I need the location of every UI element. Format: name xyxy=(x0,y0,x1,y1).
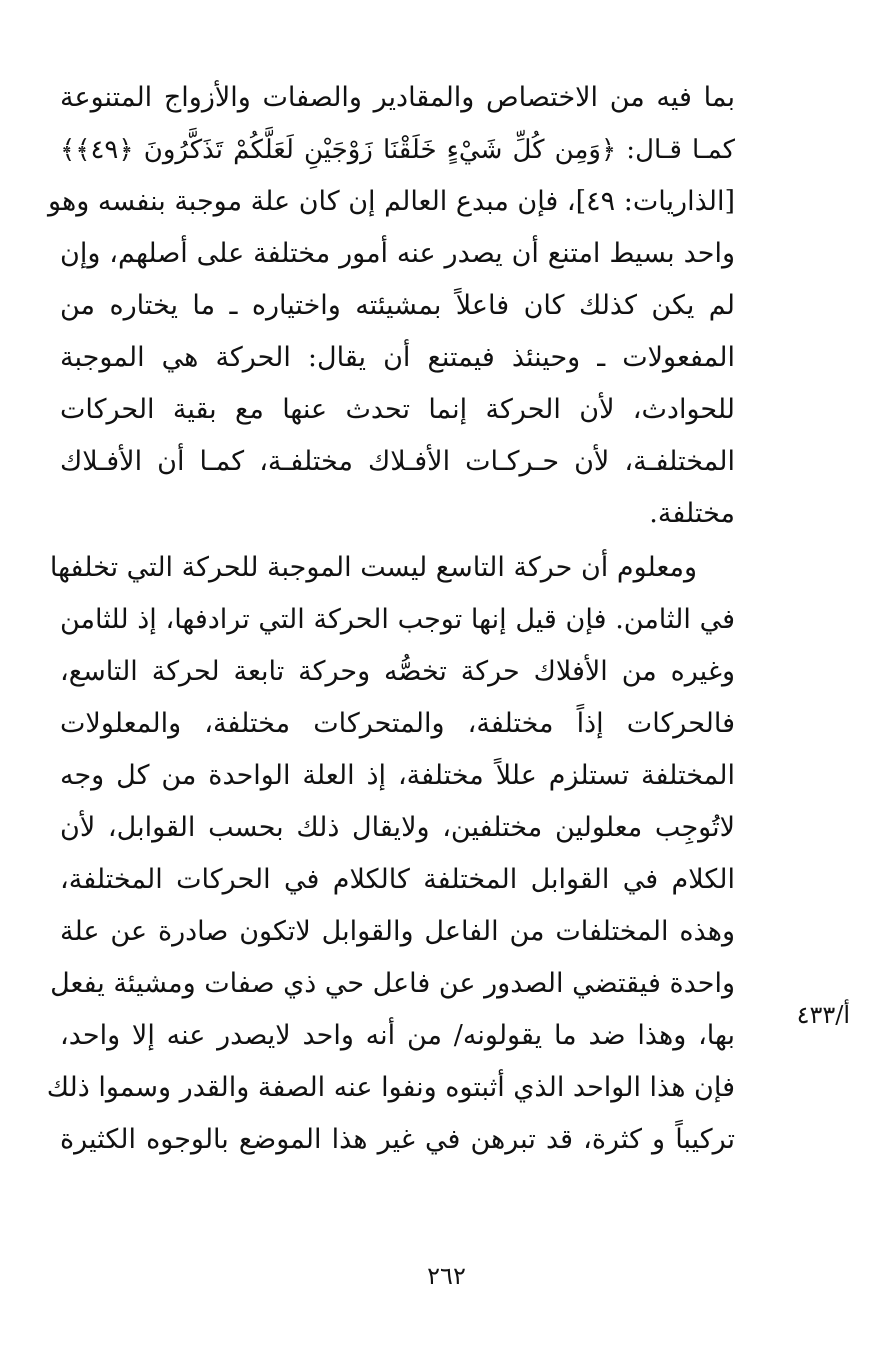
text-line: المختلفة تستلزم عللاً مختلفة، إذ العلة الواحدة من كل وجه xyxy=(60,760,735,791)
text-line: مختلفة. xyxy=(649,498,735,529)
text-line: وهذه المختلفات من الفاعل والقوابل لاتكون صادرة عن علة xyxy=(60,916,735,947)
page-number: ٢٦٢ xyxy=(427,1262,466,1290)
text-line: بما فيه من الاختصاص والمقادير والصفات والأزواج المتنوعة xyxy=(60,82,735,113)
text-line: لم يكن كذلك كان فاعلاً بمشيئته واختياره ـ ما يختاره من xyxy=(60,290,735,321)
paragraph-2 xyxy=(46,542,735,1166)
text-line: لاتُوجِب معلولين مختلفين، ولايقال ذلك بحسب القوابل، لأن xyxy=(60,812,735,843)
text-line: وغيره من الأفلاك حركة تخصُّه وحركة تابعة لحركة التاسع، xyxy=(60,656,735,687)
text-line: [الذاريات: ٤٩]، فإن مبدع العالم إن كان علة موجبة بنفسه وهو xyxy=(48,186,735,217)
text-line: فالحركات إذاً مختلفة، والمتحركات مختلفة، والمعلولات xyxy=(60,708,735,739)
text-line: في الثامن. فإن قيل إنها توجب الحركة التي ترادفها، إذ للثامن xyxy=(60,604,735,635)
text-line: فإن هذا الواحد الذي أثبتوه ونفوا عنه الصفة والقدر وسموا ذلك xyxy=(46,1072,735,1103)
text-line xyxy=(49,542,735,594)
text-line-quran-verse: كمـا قـال: ﴿وَمِن كُلِّ شَيْءٍ خَلَقْنَا زَوْجَيْنِ لَعَلَّكُمْ تَذَكَّرُونَ ﴿٤٩﴾﴾ xyxy=(60,135,735,165)
text-line: تركيباً و كثرة، قد تبرهن في غير هذا الموضع بالوجوه الكثيرة xyxy=(60,1124,735,1155)
text-line: بها، وهذا ضد ما يقولونه/ من أنه واحد لايصدر عنه إلا واحد، xyxy=(60,1020,735,1051)
manuscript-folio-note: أ/٤٣٣ xyxy=(796,1001,850,1029)
text-line: الكلام في القوابل المختلفة كالكلام في الحركات المختلفة، xyxy=(60,864,735,895)
text-line: المفعولات ـ وحينئذ فيمتنع أن يقال: الحركة هي الموجبة xyxy=(60,342,735,373)
paragraph-1 xyxy=(48,72,735,540)
text-line: واحد بسيط امتنع أن يصدر عنه أمور مختلفة على أصلهم، وإن xyxy=(60,238,735,269)
text-line: واحدة فيقتضي الصدور عن فاعل حي ذي صفات ومشيئة يفعل xyxy=(50,968,735,999)
text-line-content: ومعلوم أن حركة التاسع ليست الموجبة للحركة التي تخلفها xyxy=(49,552,697,583)
text-line: المختلفـة، لأن حـركـات الأفـلاك مختلفـة، كمـا أن الأفـلاك xyxy=(60,446,735,477)
text-line: للحوادث، لأن الحركة إنما تحدث عنها مع بقية الحركات xyxy=(60,394,735,425)
